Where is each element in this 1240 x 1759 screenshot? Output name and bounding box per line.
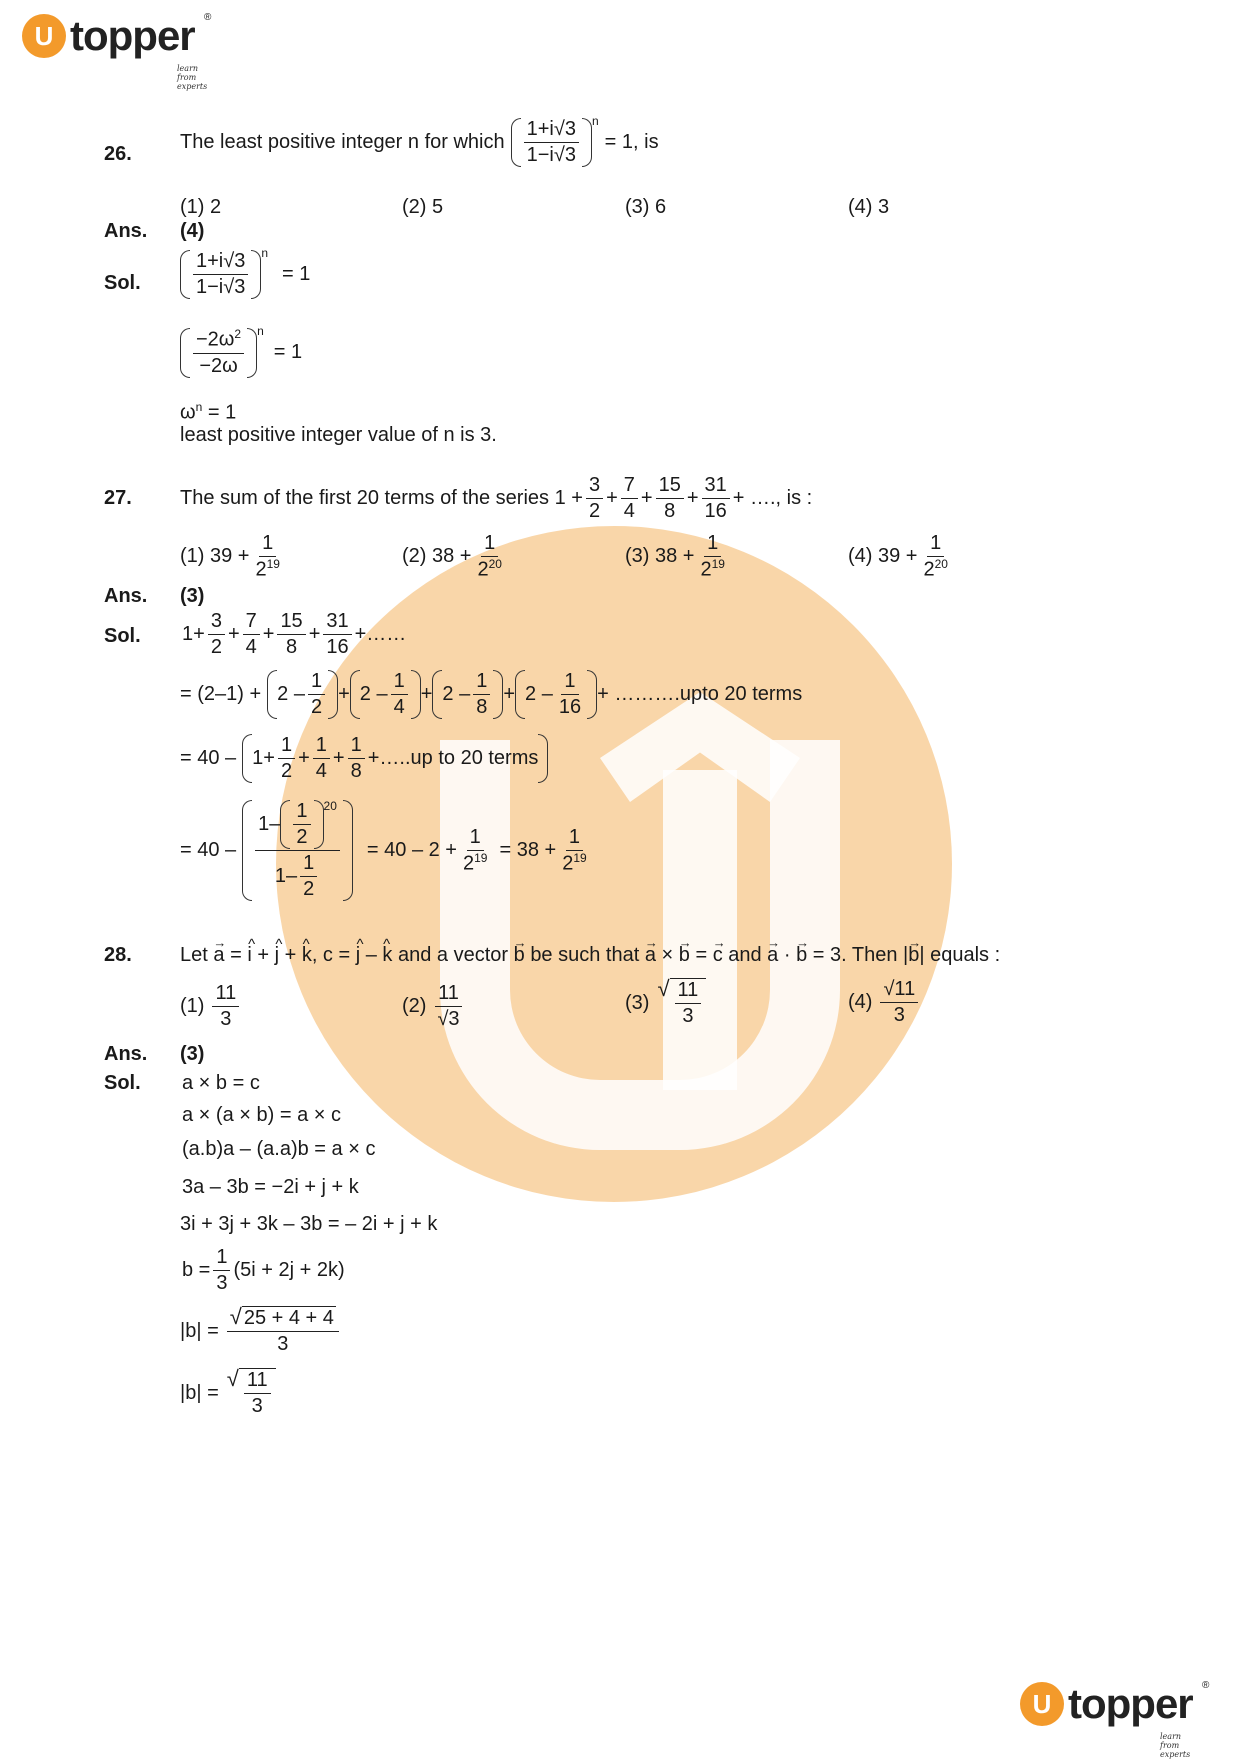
q28-s7-den: 3 bbox=[277, 1333, 289, 1355]
q27-option-3 bbox=[625, 532, 731, 582]
q27-sol1-t2-num: 7 bbox=[243, 610, 260, 635]
q28-vector-a: → a bbox=[213, 944, 224, 967]
q26-question bbox=[180, 114, 659, 167]
q27-opt2-base: 2 bbox=[477, 558, 489, 581]
q27-sol-line-4: = 40 – 1– $\frac{1}{2}$ $^{20}$ 1– $\frac{1}{2}$ = 40 – 2 + $\frac{1}{2^{19}}$ = 38 + $\frac{1}{2^{19}}$ bbox=[180, 799, 587, 900]
q28-let: Let bbox=[180, 944, 208, 966]
q27-opt3-text: (3) 38 + bbox=[625, 545, 695, 568]
q26-ans-label: Ans. bbox=[104, 220, 148, 242]
q27-term-4-num: 31 bbox=[702, 474, 730, 499]
q27-opt2-num: 1 bbox=[481, 532, 498, 557]
q27-opt4-text: (4) 39 + bbox=[848, 545, 918, 568]
q28-opt2-den: √3 bbox=[437, 1008, 460, 1030]
q26-sol-label: Sol. bbox=[104, 272, 141, 294]
q27-question: The sum of the first 20 terms of the series 1 + $\frac{3}{2}$ + $\frac{7}{4}$ + $\frac{15}{8}$ + $\frac{31}{16}$ + …., is : bbox=[180, 474, 813, 522]
q27-term-2-den: 4 bbox=[623, 500, 635, 522]
q27-term-3-num: 15 bbox=[656, 474, 684, 499]
footer-logo-wordmark: topper bbox=[1068, 1680, 1193, 1727]
q27-term-1-den: 2 bbox=[588, 500, 601, 522]
q28-sol-step-5: 3i + 3j + 3k – 3b = – 2i + j + k bbox=[180, 1213, 438, 1235]
q28-s6-post: (5i + 2j + 2k) bbox=[233, 1259, 345, 1281]
logo-tagline: learn from experts bbox=[177, 64, 208, 91]
logo-u-icon: U bbox=[22, 14, 66, 58]
q28-opt4-label: (4) bbox=[848, 991, 873, 1013]
q26-omega-rest: = 1 bbox=[202, 401, 237, 424]
q27-opt3-exp: 19 bbox=[711, 557, 725, 571]
q27-question-suffix: + …., is : bbox=[732, 487, 813, 509]
q27-sol4-mid: = 40 – 2 + bbox=[366, 839, 457, 861]
q28-opt4-den: 3 bbox=[893, 1004, 905, 1026]
q28-question: Let → a = ^ i + ^ j + ^ k, c = ^ j – ^ k and a vector → b be such that → a × → b = → c and → a · → b = 3. Then |→ b| equals : bbox=[180, 944, 1000, 967]
q28-sol-step-8: |b| = √ $\frac{11}{3}$ bbox=[180, 1368, 276, 1418]
q26-number: 26. bbox=[104, 143, 132, 165]
q27-opt3-base: 2 bbox=[700, 558, 712, 581]
q28-opt2-num: 11 bbox=[435, 982, 462, 1007]
q27-number: 27. bbox=[104, 487, 132, 509]
q28-eq: = bbox=[230, 944, 248, 966]
q26-option-2: (2) 5 bbox=[402, 196, 444, 218]
q28-ans-label: Ans. bbox=[104, 1043, 148, 1065]
q26-question-suffix: = 1, is bbox=[604, 131, 659, 153]
q26-sol-step-3 bbox=[180, 400, 236, 425]
q26-expression bbox=[511, 118, 592, 167]
q27-sol1-t1-den: 2 bbox=[210, 636, 222, 658]
q28-opt3-den: 3 bbox=[682, 1005, 694, 1027]
q27-sol1-t2-den: 4 bbox=[245, 636, 257, 658]
q26-omega: ω bbox=[180, 401, 196, 424]
q27-opt1-num: 1 bbox=[259, 532, 276, 557]
q27-opt1-base: 2 bbox=[255, 558, 267, 581]
q27-sol-line-1: 1+ $\frac{3}{2}$ + $\frac{7}{4}$ + $\frac{15}{8}$ + $\frac{31}{16}$ +…… bbox=[182, 610, 407, 658]
q27-term-2-num: 7 bbox=[621, 474, 638, 499]
q28-opt3-label: (3) bbox=[625, 991, 650, 1014]
q28-s7-pre: |b| = bbox=[180, 1319, 219, 1342]
q26-exponent: n bbox=[591, 114, 599, 128]
q27-opt1-text: (1) 39 + bbox=[180, 545, 250, 568]
q26-sol2-numerator: −2ω bbox=[196, 328, 235, 351]
q28-vector-b: → b bbox=[514, 944, 525, 967]
q28-option-2 bbox=[402, 982, 466, 1031]
q26-expr-numerator: 1+i√3 bbox=[524, 118, 579, 143]
q28-s6-pre: b = bbox=[182, 1259, 211, 1281]
q28-s6-den: 3 bbox=[216, 1272, 228, 1294]
q27-sol1-t4-den: 16 bbox=[326, 636, 349, 658]
q28-opt3-num: 11 bbox=[675, 979, 702, 1004]
q26-option-4: (4) 3 bbox=[848, 196, 890, 218]
q26-sol1-numerator: 1+i√3 bbox=[193, 250, 248, 275]
q26-sol-step-2: $\frac{-2\omega^2}{-2\omega}$ $^n$ = 1 bbox=[180, 328, 302, 378]
q28-s8-pre: |b| = bbox=[180, 1381, 219, 1404]
q28-opt1-num: 11 bbox=[212, 982, 239, 1007]
q28-option-1 bbox=[180, 982, 242, 1031]
q27-term-1-num: 3 bbox=[586, 474, 603, 499]
q28-opt1-den: 3 bbox=[220, 1008, 232, 1030]
q26-sol1-denominator: 1−i√3 bbox=[196, 276, 246, 298]
q27-sol1-t1-num: 3 bbox=[208, 610, 225, 635]
q27-sol-line-2: = (2–1) + 2 – $\frac{1}{2}$ + 2 – $\frac{1}{4}$ + 2 – $\frac{1}{8}$ + 2 – $\frac{1}{16}$ + ……….upto 20 terms bbox=[180, 670, 803, 718]
q27-opt4-num: 1 bbox=[927, 532, 944, 557]
q26-option-1: (1) 2 bbox=[180, 196, 222, 218]
q28-sol-step-3: (a.b)a – (a.a)b = a × c bbox=[182, 1138, 376, 1160]
q27-opt3-num: 1 bbox=[704, 532, 721, 557]
q26-question-text: The least positive integer n for which bbox=[180, 131, 505, 153]
q28-sol-label: Sol. bbox=[104, 1072, 141, 1094]
q26-sol1-equals: = 1 bbox=[282, 263, 311, 285]
q27-sol1-start: 1+ bbox=[182, 623, 205, 645]
q28-c-def: , c = bbox=[311, 944, 356, 966]
q27-sol3-start: = 40 – bbox=[180, 747, 237, 769]
q26-sol2-denominator: −2ω bbox=[199, 354, 238, 377]
q26-expr-denominator: 1−i√3 bbox=[526, 144, 576, 166]
q27-answer: (3) bbox=[180, 585, 205, 607]
q27-sol1-t3-num: 15 bbox=[277, 610, 305, 635]
q27-term-3-den: 8 bbox=[664, 500, 676, 522]
q27-sol1-t3-den: 8 bbox=[286, 636, 298, 658]
q27-sol2-start: = (2–1) + bbox=[180, 683, 262, 705]
q27-sol1-t4-num: 31 bbox=[323, 610, 351, 635]
q28-sol-step-4: 3a – 3b = −2i + j + k bbox=[182, 1176, 359, 1198]
q26-answer: (4) bbox=[180, 220, 205, 242]
q28-s7-num: 25 + 4 + 4 bbox=[243, 1307, 334, 1329]
q27-ans-label: Ans. bbox=[104, 585, 148, 607]
q27-sol4-start: = 40 – bbox=[180, 839, 237, 861]
q28-mid-text: and a vector bbox=[397, 944, 509, 966]
footer-logo-tagline: learn from experts bbox=[1160, 1732, 1191, 1759]
footer-logo bbox=[1020, 1680, 1210, 1759]
q27-opt4-exp: 20 bbox=[934, 557, 948, 571]
q27-opt1-exp: 19 bbox=[266, 557, 280, 571]
q28-cond-text: be such that bbox=[530, 944, 640, 966]
q28-opt2-label: (2) bbox=[402, 995, 427, 1017]
q28-opt4-num: √11 bbox=[880, 978, 918, 1003]
q27-question-text: The sum of the first 20 terms of the series 1 + bbox=[180, 487, 583, 509]
q26-sol2-equals: = 1 bbox=[273, 341, 303, 364]
q26-sol2-exponent: n bbox=[257, 324, 264, 338]
q27-option-2 bbox=[402, 532, 508, 582]
q28-number: 28. bbox=[104, 944, 132, 966]
logo-wordmark: topper bbox=[70, 12, 195, 59]
q26-omega-exp: n bbox=[195, 400, 203, 414]
q28-sol-step-7: |b| = √ 25 + 4 + 4 3 bbox=[180, 1306, 342, 1356]
q28-s8-num: 11 bbox=[244, 1369, 271, 1394]
q28-then-text: = 3. Then | bbox=[812, 944, 909, 966]
footer-logo-u-icon: U bbox=[1020, 1682, 1064, 1726]
q28-answer: (3) bbox=[180, 1043, 205, 1065]
q28-s8-den: 3 bbox=[251, 1395, 263, 1417]
q27-opt2-text: (2) 38 + bbox=[402, 545, 472, 568]
q28-sol-step-6 bbox=[182, 1246, 345, 1295]
q27-sol3-tail: +…..up to 20 terms bbox=[367, 747, 539, 769]
q26-sol-step-1 bbox=[180, 246, 311, 299]
q28-sol-step-1: a × b = c bbox=[182, 1072, 260, 1094]
q28-sol-step-2: a × (a × b) = a × c bbox=[182, 1104, 341, 1126]
q27-opt4-base: 2 bbox=[923, 558, 935, 581]
q28-opt1-label: (1) bbox=[180, 995, 205, 1017]
q27-option-4 bbox=[848, 532, 954, 582]
q27-sol-line-3: = 40 – 1+ $\frac{1}{2}$ + $\frac{1}{4}$ + $\frac{1}{8}$ +…..up to 20 terms bbox=[180, 734, 548, 783]
q28-option-4 bbox=[848, 978, 921, 1027]
q27-sol-label: Sol. bbox=[104, 625, 141, 647]
q27-sol2-end: + ……….upto 20 terms bbox=[597, 683, 803, 705]
q27-option-1 bbox=[180, 532, 286, 582]
q27-opt2-exp: 20 bbox=[488, 557, 502, 571]
q26-option-3: (3) 6 bbox=[625, 196, 667, 218]
logo-registered-mark: ® bbox=[204, 12, 212, 23]
q28-s6-num: 1 bbox=[213, 1246, 230, 1271]
q27-sol1-end: +…… bbox=[354, 623, 407, 645]
q27-term-4-den: 16 bbox=[704, 500, 727, 522]
q26-sol-conclusion: least positive integer value of n is 3. bbox=[180, 424, 497, 446]
q26-sol1-exponent: n bbox=[261, 246, 269, 260]
q27-sol4-mid2: = 38 + bbox=[499, 839, 557, 861]
q28-end-text: | equals : bbox=[919, 944, 1001, 966]
footer-logo-registered-mark: ® bbox=[1202, 1680, 1210, 1691]
q28-option-3: (3) √ $\frac{11}{3}$ bbox=[625, 978, 706, 1028]
